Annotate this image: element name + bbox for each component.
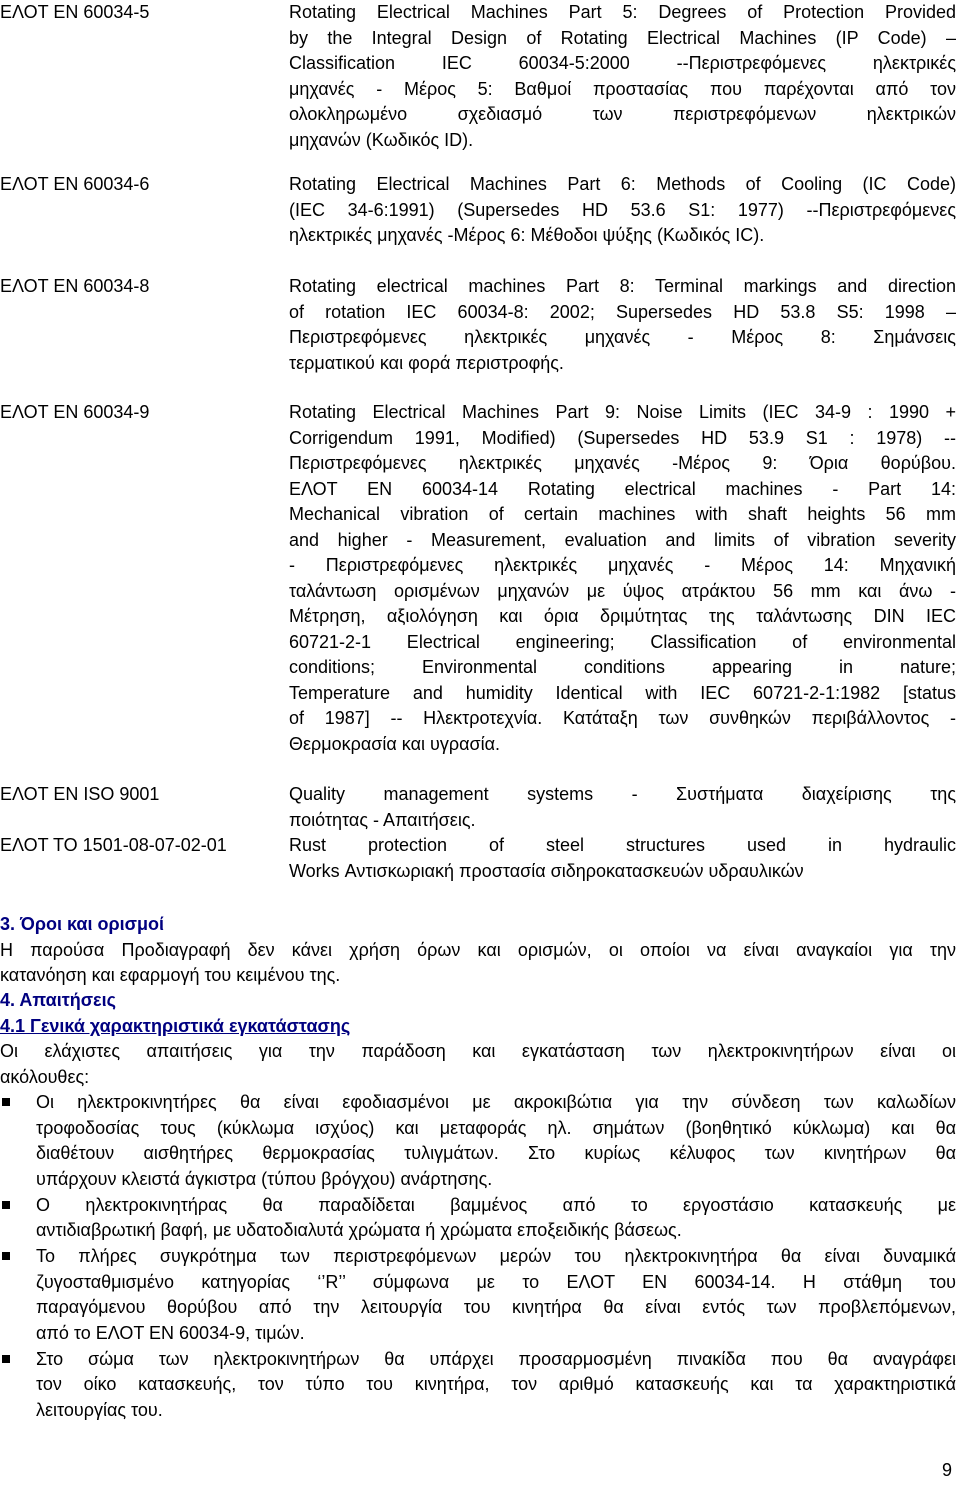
description-line: (IEC 34-6:1991) (Supersedes HD 53.6 S1: 1977) --Περιστρεφόμενες bbox=[289, 199, 956, 220]
description-line: and higher - Measurement, evaluation and limits of vibration severity bbox=[289, 529, 956, 550]
description-line: Works Αντισκωριακή προστασία σιδηροκατασκευών υδραυλικών bbox=[289, 860, 804, 881]
description-line: μηχανές - Μέρος 5: Βαθμοί προστασίας που παρέχονται από τον bbox=[289, 78, 956, 99]
description-line: Θερμοκρασία και υγρασία. bbox=[289, 733, 500, 754]
standard-description bbox=[289, 0, 956, 153]
description-line: Classification IEC 60034-5:2000 --Περιστρεφόμενες ηλεκτρικές bbox=[289, 53, 956, 73]
standard-code: ΕΛΟΤ EN 60034-5 bbox=[0, 2, 150, 22]
description-line: Quality management systems - Συστήματα διαχείρισης της bbox=[289, 784, 956, 804]
description-line: ταλάντωση ορισμένων μηχανών με ύψος ατράκτου 56 mm και άνω - bbox=[289, 580, 956, 601]
description-line: 60721-2-1 Electrical engineering; Classification of environmental bbox=[289, 631, 956, 652]
standard-description bbox=[289, 172, 956, 249]
bullet-line: λειτουργίας του. bbox=[36, 1399, 163, 1420]
page-number: 9 bbox=[941, 1460, 952, 1480]
section-4-1-intro bbox=[0, 1039, 956, 1090]
description-line: ηλεκτρικές μηχανές -Μέρος 6: Μέθοδοι ψύξης (Κωδικός IC). bbox=[289, 225, 765, 245]
bullet-line: αντιδιαβρωτική βαφή, με υδατοδιαλυτά χρώματα ή χρώματα εποξειδικής βάσεως. bbox=[36, 1220, 682, 1240]
square-bullet-icon bbox=[2, 1252, 10, 1260]
standard-description bbox=[289, 833, 956, 884]
bullet-line: παραγόμενου θορύβου από την λειτουργία του κινητήρα θα είναι εντός των προβλεπόμενων, bbox=[36, 1297, 956, 1317]
bullet-text bbox=[36, 1347, 956, 1424]
section-4-heading: 4. Απαιτήσεις bbox=[0, 990, 116, 1010]
paragraph-line: κατανόηση και εφαρμογή του κειμένου της. bbox=[0, 965, 341, 985]
square-bullet-icon bbox=[2, 1201, 10, 1209]
description-line: ποιότητας - Απαιτήσεις. bbox=[289, 809, 476, 830]
section-3-paragraph bbox=[0, 938, 956, 989]
standard-code: ΕΛΟΤ EN ISO 9001 bbox=[0, 784, 160, 804]
description-line: τερματικού και φορά περιστροφής. bbox=[289, 352, 564, 373]
bullet-line: τροφοδοσίας τους (κύκλωμα ισχύος) και μεταφοράς ηλ. σημάτων (βοηθητικό κύκλωμα) και θα bbox=[36, 1117, 956, 1138]
description-line: Rust protection of steel structures used in hydraulic bbox=[289, 835, 956, 855]
description-line: conditions; Environmental conditions appearing in nature; bbox=[289, 657, 956, 677]
description-line: of 1987] -- Ηλεκτροτεχνία. Κατάταξη των συνθηκών περιβάλλοντος - bbox=[289, 708, 956, 728]
bullet-line: ζυγοσταθμισμένο κατηγορίας ‘’R’’ σύμφωνα με το ΕΛΟΤ ΕΝ 60034-14. Η στάθμη του bbox=[36, 1271, 956, 1292]
description-line: μηχανών (Κωδικός ID). bbox=[289, 129, 474, 150]
description-line: ολοκληρωμένο σχεδιασμό των περιστρεφόμενων ηλεκτρικών bbox=[289, 104, 956, 124]
section-3-heading: 3. Όροι και ορισμοί bbox=[0, 914, 164, 934]
description-line: ΕΛΟΤ EN 60034-14 Rotating electrical machines - Part 14: bbox=[289, 478, 956, 499]
bullet-line: από το ΕΛΟΤ ΕΝ 60034-9, τιμών. bbox=[36, 1322, 305, 1343]
bullet-text bbox=[36, 1244, 956, 1346]
standard-description bbox=[289, 782, 956, 833]
description-line: Περιστρεφόμενες ηλεκτρικές μηχανές -Μέρος 9: Όρια θορύβου. bbox=[289, 453, 956, 473]
bullet-line: διαθέτουν αισθητήρες θερμοκρασίας τυλιγμάτων. Στο κυρίως κέλυφος των κινητήρων θα bbox=[36, 1143, 956, 1163]
standard-description bbox=[289, 274, 956, 376]
bullet-line: τον οίκο κατασκευής, τον τύπο του κινητήρα, τον αριθμό κατασκευής και τα χαρακτηριστικά bbox=[36, 1374, 956, 1394]
paragraph-line: ακόλουθες: bbox=[0, 1066, 90, 1087]
standard-code: ΕΛΟΤ EN 60034-9 bbox=[0, 402, 150, 422]
paragraph-line: Οι ελάχιστες απαιτήσεις για την παράδοση και εγκατάσταση των ηλεκτροκινητήρων είναι οι bbox=[0, 1041, 956, 1061]
standard-code: ΕΛΟΤ ΤΟ 1501-08-07-02-01 bbox=[0, 835, 227, 855]
description-line: Mechanical vibration of certain machines with shaft heights 56 mm bbox=[289, 504, 956, 524]
standard-code: ΕΛΟΤ EN 60034-6 bbox=[0, 174, 150, 194]
description-line: of rotation IEC 60034-8: 2002; Supersedes HD 53.8 S5: 1998 – bbox=[289, 301, 956, 322]
description-line: by the Integral Design of Rotating Electrical Machines (IP Code) – bbox=[289, 27, 956, 48]
description-line: Rotating Electrical Machines Part 6: Methods of Cooling (IC Code) bbox=[289, 174, 956, 194]
bullet-line: υπάρχουν κλειστά άγκιστρα (τύπου βρόγχου) ανάρτησης. bbox=[36, 1168, 493, 1189]
bullet-text bbox=[36, 1090, 956, 1192]
section-4-1-heading: 4.1 Γενικά χαρακτηριστικά εγκατάστασης bbox=[0, 1015, 351, 1036]
description-line: Corrigendum 1991, Modified) (Supersedes HD 53.9 S1 : 1978) -- bbox=[289, 427, 956, 448]
description-line: Temperature and humidity Identical with IEC 60721-2-1:1982 [status bbox=[289, 682, 956, 703]
square-bullet-icon bbox=[2, 1355, 10, 1363]
description-line: Περιστρεφόμενες ηλεκτρικές μηχανές - Μέρος 8: Σημάνσεις bbox=[289, 327, 956, 347]
paragraph-line: Η παρούσα Προδιαγραφή δεν κάνει χρήση όρων και ορισμών, οι οποίοι να είναι αναγκαίοι για την bbox=[0, 939, 956, 960]
square-bullet-icon bbox=[2, 1098, 10, 1106]
standard-description bbox=[289, 400, 956, 757]
bullet-line: Το πλήρες συγκρότημα των περιστρεφόμενων μερών του ηλεκτροκινητήρα θα είναι δυναμικά bbox=[36, 1246, 956, 1266]
description-line: - Περιστρεφόμενες ηλεκτρικές μηχανές - Μέρος 14: Μηχανική bbox=[289, 555, 956, 575]
bullet-text bbox=[36, 1193, 956, 1244]
bullet-line: Οι ηλεκτροκινητήρες θα είναι εφοδιασμένοι με ακροκιβώτια για την σύνδεση των καλωδίων bbox=[36, 1092, 956, 1112]
description-line: Rotating Electrical Machines Part 5: Degrees of Protection Provided bbox=[289, 2, 956, 22]
description-line: Rotating Electrical Machines Part 9: Noise Limits (IEC 34-9 : 1990 + bbox=[289, 402, 956, 422]
bullet-line: Ο ηλεκτροκινητήρας θα παραδίδεται βαμμένος από το εργοστάσιο κατασκευής με bbox=[36, 1194, 956, 1215]
description-line: Rotating electrical machines Part 8: Terminal markings and direction bbox=[289, 276, 956, 296]
standard-code: ΕΛΟΤ EN 60034-8 bbox=[0, 276, 150, 296]
description-line: Μέτρηση, αξιολόγηση και όρια δριμύτητας της ταλάντωσης DIN IEC bbox=[289, 606, 956, 626]
bullet-line: Στο σώμα των ηλεκτροκινητήρων θα υπάρχει προσαρμοσμένη πινακίδα που θα αναγράφει bbox=[36, 1348, 956, 1369]
